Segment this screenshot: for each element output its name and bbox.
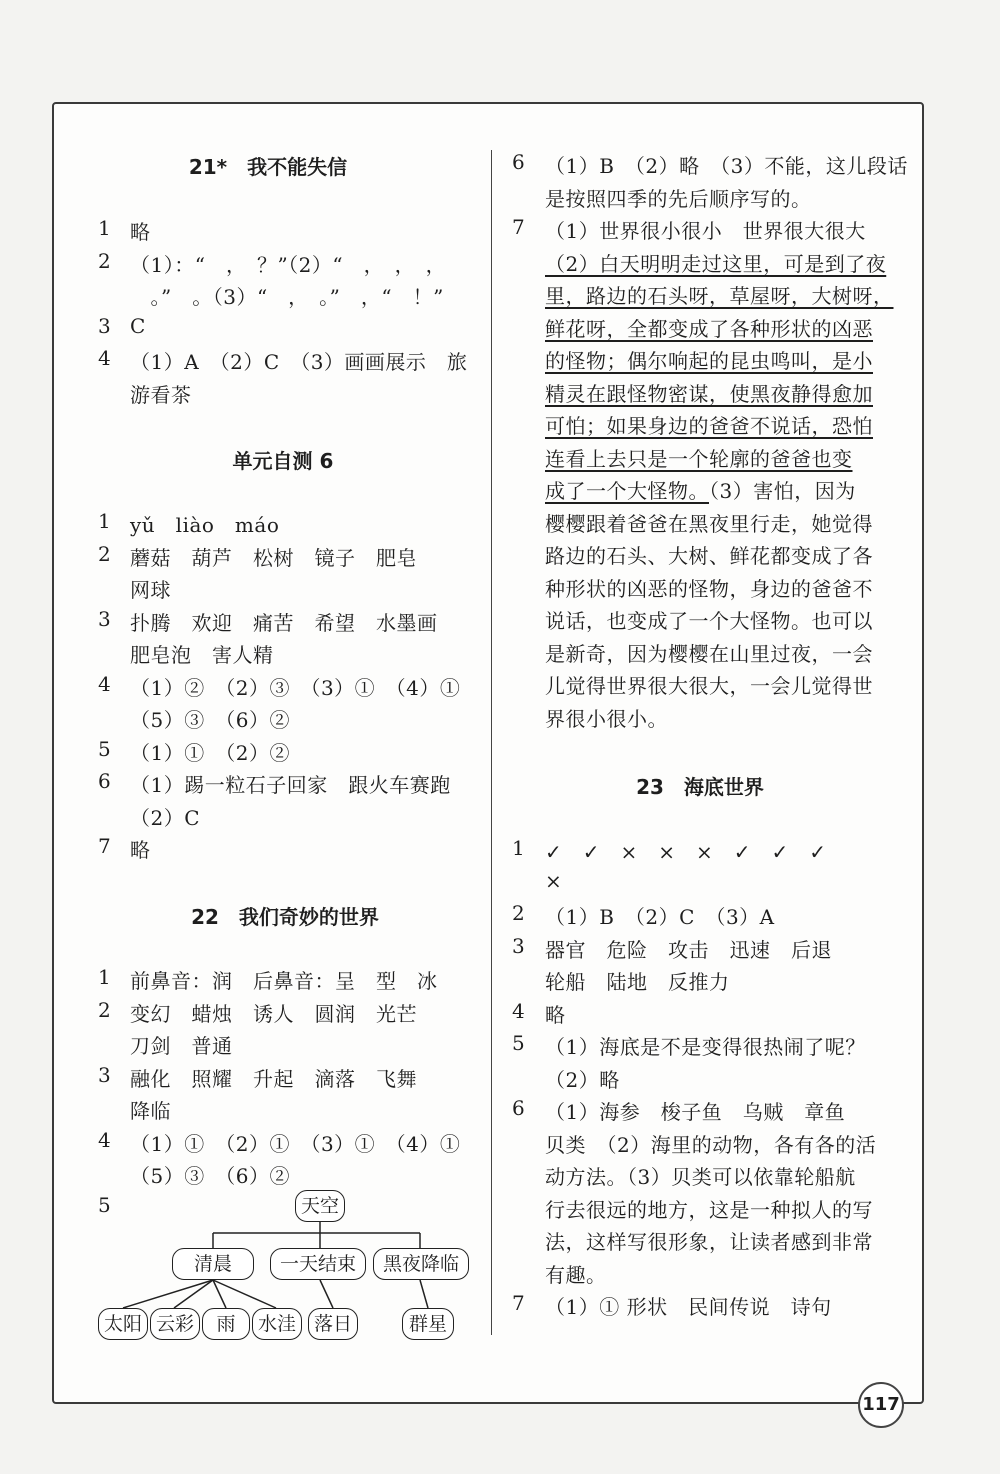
- sec22-item-number: 3: [98, 1062, 111, 1087]
- tree-leaf-sunset: 落日: [308, 1308, 358, 1340]
- sec23-item-number: 2: [512, 901, 525, 925]
- sec22-item-line: 降临: [130, 1099, 171, 1123]
- tree-node-day-end: 一天结束: [270, 1248, 366, 1280]
- sec23-item-line: 有趣。: [545, 1262, 607, 1287]
- sec22-item-line: 前鼻音：润 后鼻音：呈 型 冰: [130, 969, 438, 993]
- sec23-item-line: 动方法。（3）贝类可以依靠轮船航: [545, 1165, 856, 1189]
- sec22-item-line: （5）③ （6）②: [130, 1164, 290, 1188]
- tree-node-morning: 清晨: [172, 1248, 254, 1280]
- tree-root-node: 天空: [295, 1190, 345, 1222]
- sec21-item-line: 游看茶: [130, 382, 192, 407]
- sec22-item-number: 2: [98, 997, 111, 1022]
- unit6-item-line: 肥皂泡 害人精: [130, 643, 274, 667]
- q7-underlined-line: 连看上去只是一个轮廓的爸爸也变: [545, 446, 853, 471]
- sec23-item-line: （2）略: [545, 1067, 620, 1092]
- sec23-item-line: ✓ ✓ × × × ✓ ✓ ✓: [545, 840, 827, 864]
- tree-leaf-puddle: 水洼: [252, 1308, 302, 1340]
- unit6-item-number: 1: [98, 509, 111, 533]
- sec21-item-number: 1: [98, 216, 111, 240]
- sec23-item-line: ×: [545, 868, 563, 893]
- sec22-item-line: 变幻 蜡烛 诱人 圆润 光芒: [130, 1001, 417, 1026]
- sec22-item-line: 融化 照耀 升起 滴落 飞舞: [130, 1066, 417, 1091]
- q6-line: （1）B （2）略 （3）不能，这儿段话: [545, 154, 908, 178]
- q7-underlined-line: 鲜花呀，全都变成了各种形状的凶恶: [545, 316, 873, 341]
- sec21-item-line: （1）：“ ， ？”（2）“ ， ， ，: [130, 252, 447, 277]
- q7-line: （1）世界很小很小 世界很大很大: [545, 219, 866, 243]
- unit6-item-number: 6: [98, 769, 111, 793]
- q7-line: 说话，也变成了一个大怪物。也可以: [545, 609, 873, 633]
- sec23-item-line: （1）海底是不是变得很热闹了呢？: [545, 1035, 866, 1059]
- q7-underlined-end: 成了一个大怪物。: [545, 479, 709, 503]
- sec23-item-line: 贝类 （2）海里的动物，各有各的活: [545, 1132, 877, 1157]
- page-number-badge: 117: [858, 1382, 904, 1428]
- q7-underlined-line: 的怪物；偶尔响起的昆虫鸣叫，是小: [545, 349, 873, 373]
- q7-part3-start: （3）害怕，因为: [709, 479, 856, 503]
- sec23-item-line: （1）海参 梭子鱼 乌贼 章鱼: [545, 1100, 846, 1124]
- sec21-item-line: （1）A （2）C （3）画画展示 旅: [130, 350, 468, 374]
- sec23-item-line: 略: [545, 1002, 566, 1027]
- sec23-item-number: 4: [512, 998, 525, 1023]
- sec23-item-line: （1）① 形状 民间传说 诗句: [545, 1295, 832, 1319]
- sec23-item-line: 器官 危险 攻击 迅速 后退: [545, 937, 832, 962]
- q7-line: 樱樱跟着爸爸在黑夜里行走，她觉得: [545, 511, 873, 536]
- q7-line: 是新奇，因为樱樱在山里过夜，一会: [545, 641, 873, 666]
- sec23-item-number: 6: [512, 1096, 525, 1120]
- unit6-item-line: 略: [130, 838, 151, 862]
- sec21-item-number: 4: [98, 346, 111, 370]
- unit6-item-line: （1）① （2）②: [130, 740, 290, 765]
- unit6-item-line: yǔ liào máo: [130, 513, 280, 537]
- sec23-item-number: 1: [512, 836, 525, 860]
- q7-underlined-line: 精灵在跟怪物密谋，使黑夜静得愈加: [545, 381, 873, 406]
- sec23-item-number: 5: [512, 1031, 525, 1055]
- section-23-title: 23 海底世界: [636, 775, 764, 799]
- q6-number: 6: [512, 150, 525, 174]
- unit6-item-line: 扑腾 欢迎 痛苦 希望 水墨画: [130, 610, 438, 635]
- unit6-item-number: 2: [98, 541, 111, 566]
- sec22-item-line: 刀剑 普通: [130, 1034, 233, 1058]
- sec21-item-number: 2: [98, 248, 111, 273]
- sec23-item-number: 7: [512, 1291, 525, 1315]
- unit6-item-line: 蘑菇 葫芦 松树 镜子 肥皂: [130, 545, 417, 570]
- unit6-item-line: （1）② （2）③ （3）① （4）①: [130, 675, 461, 700]
- tree-node-night: 黑夜降临: [373, 1248, 469, 1280]
- tree-leaf-sun: 太阳: [98, 1308, 148, 1340]
- sec23-item-line: 法，这样写很形象，让读者感到非常: [545, 1230, 873, 1254]
- unit6-item-number: 3: [98, 606, 111, 631]
- unit6-item-number: 5: [98, 736, 111, 761]
- section-22-title: 22 我们奇妙的世界: [191, 905, 379, 929]
- sec23-item-line: 行去很远的地方，这是一种拟人的写: [545, 1197, 873, 1222]
- q7-line: 界很小很小。: [545, 706, 668, 731]
- sec21-item-line: C: [130, 313, 146, 338]
- sec22-item-number: 4: [98, 1127, 111, 1152]
- sec23-item-number: 3: [512, 933, 525, 958]
- unit6-item-line: （1）踢一粒石子回家 跟火车赛跑: [130, 773, 451, 797]
- tree-leaf-stars: 群星: [402, 1308, 454, 1340]
- unit-test-6-title: 单元自测 6: [232, 449, 334, 473]
- sec23-item-line: 轮船 陆地 反推力: [545, 970, 730, 994]
- unit6-item-line: （2）C: [130, 805, 201, 830]
- sec21-item-line: 。” 。（3）“ ， 。” ，“ ！”: [130, 285, 444, 309]
- q7-line: 种形状的凶恶的怪物，身边的爸爸不: [545, 576, 873, 601]
- q7-line: 儿觉得世界很大很大，一会儿觉得世: [545, 674, 873, 698]
- sec23-item-line: （1）B （2）C （3）A: [545, 905, 775, 929]
- unit6-item-number: 4: [98, 671, 111, 696]
- q6-line: 是按照四季的先后顺序写的。: [545, 186, 812, 211]
- unit6-item-line: （5）③ （6）②: [130, 708, 290, 732]
- unit6-item-number: 7: [98, 834, 111, 858]
- tree-leaf-rain: 雨: [202, 1308, 250, 1340]
- q7-underlined-line: 可怕；如果身边的爸爸不说话，恐怕: [545, 414, 873, 438]
- sec22-item-line: （1）① （2）① （3）① （4）①: [130, 1131, 461, 1156]
- sec21-item-line: 略: [130, 220, 151, 244]
- q7-underlined-line: （2）白天明明走过这里，可是到了夜: [545, 251, 887, 276]
- sec21-item-number: 3: [98, 313, 111, 338]
- unit6-item-line: 网球: [130, 578, 171, 602]
- sec22-item-number: 5: [98, 1192, 111, 1217]
- q7-underlined-line: 里，路边的石头呀，草屋呀，大树呀，: [545, 284, 894, 308]
- q7-number: 7: [512, 215, 525, 239]
- q7-line: 路边的石头、大树、鲜花都变成了各: [545, 544, 873, 568]
- sec22-item-number: 1: [98, 965, 111, 989]
- section-21-title: 21* 我不能失信: [188, 155, 348, 179]
- tree-leaf-clouds: 云彩: [150, 1308, 200, 1340]
